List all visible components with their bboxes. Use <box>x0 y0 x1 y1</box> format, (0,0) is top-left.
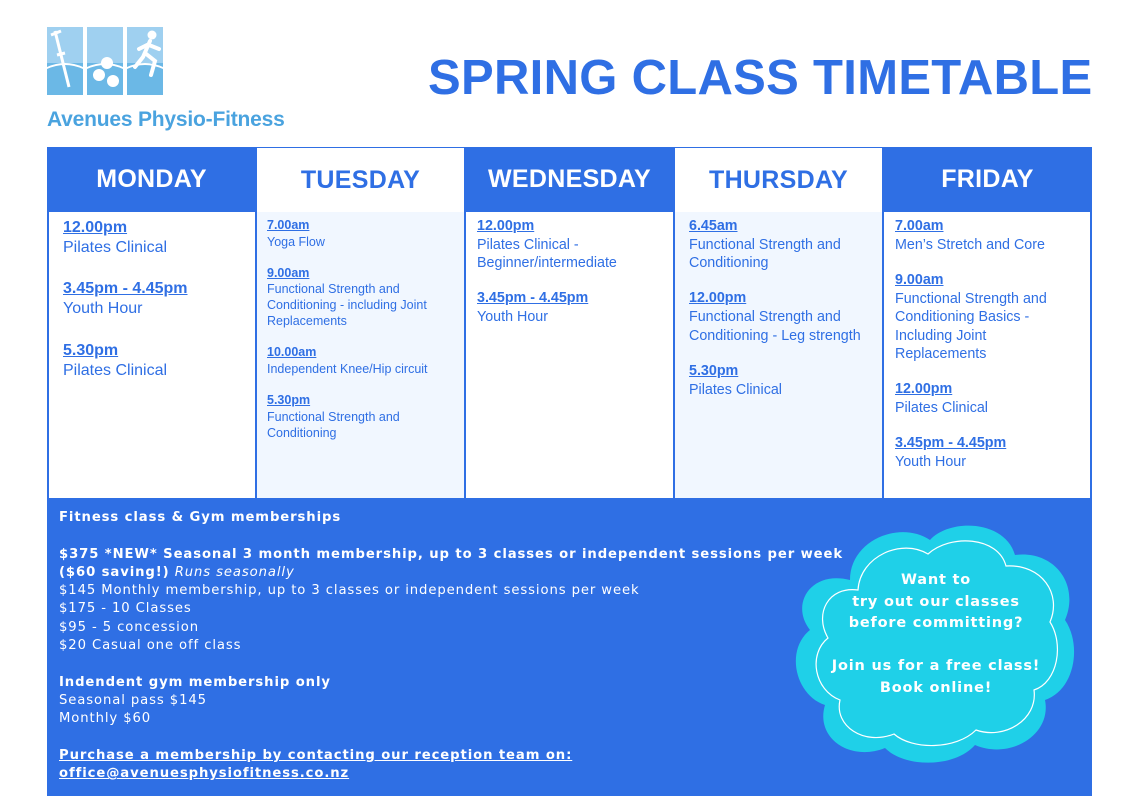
session-name: Pilates Clinical <box>895 400 988 417</box>
session-item <box>267 393 454 441</box>
session-item <box>689 290 872 344</box>
logo-icons <box>47 27 165 97</box>
memberships-heading: Fitness class & Gym memberships <box>59 510 342 525</box>
day-heading: MONDAY <box>47 147 256 212</box>
day-heading: TUESDAY <box>257 148 464 212</box>
session-name: Pilates Clinical <box>689 381 782 398</box>
timetable <box>47 147 1092 499</box>
cloud-line: try out our classes <box>852 593 1020 610</box>
session-name: Pilates Clinical - Beginner/intermediate <box>477 236 617 272</box>
session-item <box>895 381 1080 417</box>
seasonal-saving: ($60 saving!) <box>59 564 170 580</box>
session-time: 5.30pm <box>267 392 311 407</box>
session-item <box>63 341 245 381</box>
membership-item: $95 - 5 concession <box>59 619 199 635</box>
page-title: SPRING CLASS TIMETABLE <box>428 51 1093 105</box>
seasonal-note: Runs seasonally <box>174 564 295 580</box>
session-time: 5.30pm <box>689 362 739 379</box>
day-heading: WEDNESDAY <box>465 147 674 212</box>
session-name: Youth Hour <box>895 454 967 471</box>
session-name: Men’s Stretch and Core <box>895 236 1045 253</box>
session-time: 3.45pm - 4.45pm <box>63 280 188 298</box>
session-item <box>267 266 454 330</box>
day-sessions <box>884 212 1090 498</box>
day-column-tuesday <box>256 147 465 499</box>
session-name: Functional Strength and Conditioning - Leg strength <box>689 309 861 344</box>
session-item <box>477 218 663 272</box>
session-name: Functional Strength and Conditioning - including Joint Replacements <box>267 282 427 329</box>
session-time: 12.00pm <box>895 381 953 398</box>
session-time: 6.45am <box>689 218 738 234</box>
gym-heading: Indendent gym membership only <box>59 674 331 690</box>
day-sessions <box>257 212 464 498</box>
session-name: Youth Hour <box>63 300 143 318</box>
session-item <box>267 218 454 250</box>
session-item <box>477 290 663 326</box>
gym-item: Seasonal pass $145 <box>59 692 207 708</box>
membership-item: $145 Monthly membership, up to 3 classes or independent sessions per week <box>59 583 640 599</box>
day-heading: THURSDAY <box>675 148 882 212</box>
brand-logo <box>47 27 307 137</box>
session-item <box>895 218 1080 254</box>
membership-item: $175 - 10 Classes <box>59 601 192 617</box>
cloud-line: before committing? <box>848 615 1024 631</box>
day-sessions <box>675 212 882 498</box>
session-time: 3.45pm - 4.45pm <box>895 435 1007 452</box>
session-item <box>895 435 1080 471</box>
session-item <box>689 363 872 399</box>
session-name: Pilates Clinical <box>63 239 168 256</box>
session-time: 9.00am <box>267 265 310 280</box>
seasonal-membership: $375 *NEW* Seasonal 3 month membership, up to 3 classes or independent sessions per week <box>59 546 844 562</box>
day-column-wednesday <box>465 147 674 499</box>
session-name: Independent Knee/Hip circuit <box>267 361 428 376</box>
contact-email-link[interactable]: office@avenuesphysiofitness.co.nz <box>59 766 350 782</box>
session-time: 12.00pm <box>63 219 128 236</box>
session-time: 12.00pm <box>689 290 747 307</box>
session-item <box>63 279 245 319</box>
brand-name: Avenues Physio-Fitness <box>47 108 285 131</box>
cloud-line: Want to <box>900 572 972 588</box>
contact-text: Purchase a membership by contacting our reception team on: <box>59 747 573 763</box>
session-name: Functional Strength and Conditioning <box>267 409 400 440</box>
session-name: Yoga Flow <box>267 234 325 249</box>
day-sessions <box>466 212 673 498</box>
session-item <box>689 218 872 272</box>
session-time: 7.00am <box>895 218 944 234</box>
day-heading: FRIDAY <box>883 147 1092 212</box>
session-item <box>895 272 1080 363</box>
day-column-monday <box>47 147 256 499</box>
session-time: 10.00am <box>267 345 317 360</box>
session-name: Functional Strength and Conditioning Basics - Including Joint Replacements <box>895 291 1047 362</box>
day-column-thursday <box>674 147 883 499</box>
session-name: Pilates Clinical <box>63 361 168 379</box>
session-time: 9.00am <box>895 272 944 289</box>
session-time: 3.45pm - 4.45pm <box>477 290 589 307</box>
session-item <box>267 345 454 377</box>
membership-item: $20 Casual one off class <box>59 638 242 654</box>
cloud-message <box>816 570 1056 699</box>
session-item <box>63 218 245 258</box>
session-time: 7.00am <box>267 218 310 232</box>
session-name: Youth Hour <box>477 309 549 326</box>
day-sessions <box>49 212 255 498</box>
session-name: Functional Strength and Conditioning <box>689 236 841 272</box>
cloud-line: Join us for a free class! <box>831 658 1041 674</box>
session-time: 12.00pm <box>477 218 535 234</box>
session-time: 5.30pm <box>63 341 119 359</box>
gym-item: Monthly $60 <box>59 711 152 727</box>
book-online-link[interactable]: Book online! <box>879 679 993 696</box>
day-column-friday <box>883 147 1092 499</box>
